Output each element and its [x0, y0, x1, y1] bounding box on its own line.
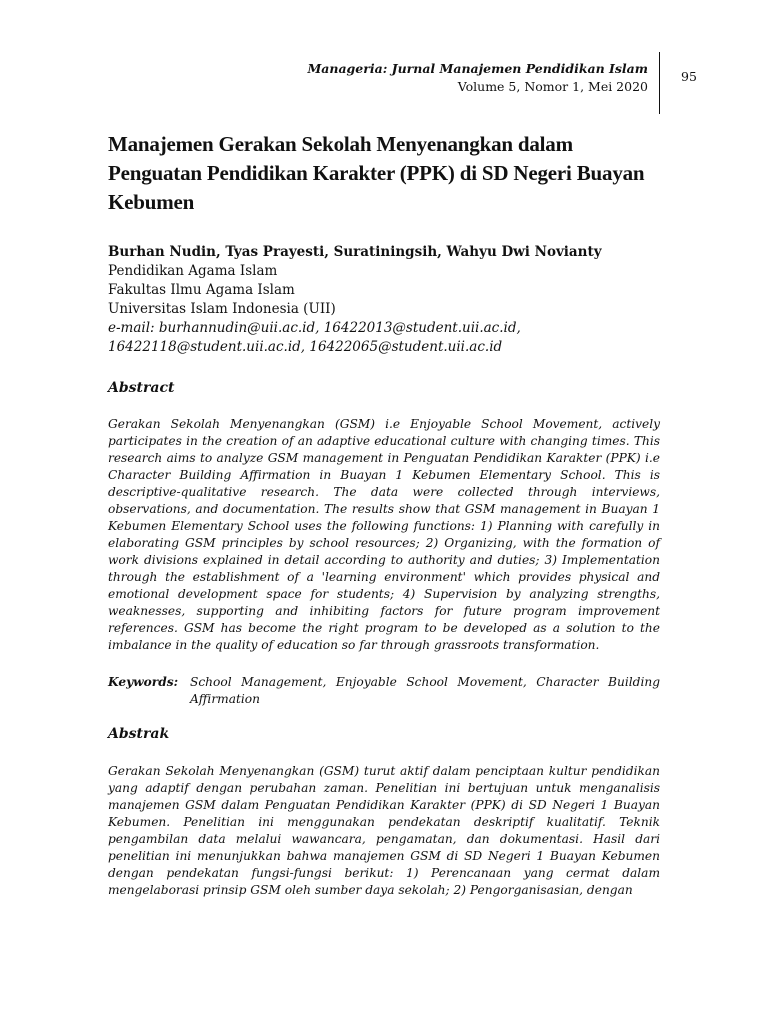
- author-faculty: Fakultas Ilmu Agama Islam: [108, 282, 295, 298]
- paper-title: Manajemen Gerakan Sekolah Menyenangkan dalam Penguatan Pendidikan Karakter (PPK) di SD Negeri Buayan Kebumen: [108, 132, 645, 214]
- author-email-line-2: 16422118@student.uii.ac.id, 16422065@student.uii.ac.id: [108, 339, 503, 355]
- abstract-text: Gerakan Sekolah Menyenangkan (GSM) i.e Enjoyable School Movement, actively participates in the creation of an adaptive educational culture with changing times. This research aims to analyze GSM management in Penguatan Pendidikan Karakter (PPK) i.e Character Building Affirmation in Buayan 1 Kebumen Elementary School. This is descriptive-qualitative research. The data were collected through interviews, observations, and documentation. The results show that GSM management in Buayan 1 Kebumen Elementary School uses the following functions: 1) Planning with carefully in elaborating GSM principles by school resources; 2) Organizing, with the formation of work divisions explained in detail according to authority and duties; 3) Implementation through the establishment of a 'learning environment' which provides physical and emotional development space for students; 4) Supervision by analyzing strengths, weaknesses, supporting and inhibiting factors for future program improvement references. GSM has become the right program to be developed as a solution to the imbalance in the quality of education so far through grassroots transformation.: [108, 417, 660, 652]
- page-number: 95: [681, 69, 697, 84]
- keywords-block: [108, 674, 660, 708]
- header-divider: [659, 52, 660, 114]
- volume-info: Volume 5, Nomor 1, Mei 2020: [457, 79, 648, 94]
- author-names: Burhan Nudin, Tyas Prayesti, Suratiningsih, Wahyu Dwi Novianty: [108, 244, 602, 260]
- author-university: Universitas Islam Indonesia (UII): [108, 301, 336, 317]
- abstract-heading: Abstract: [108, 380, 175, 396]
- journal-name: Manageria: Jurnal Manajemen Pendidikan Islam: [307, 61, 648, 76]
- keywords-label: Keywords:: [108, 675, 179, 689]
- running-header: [307, 60, 648, 96]
- author-block: [108, 243, 668, 357]
- author-email-line-1: e-mail: burhannudin@uii.ac.id, 16422013@student.uii.ac.id,: [108, 320, 521, 336]
- abstrak-text: Gerakan Sekolah Menyenangkan (GSM) turut aktif dalam penciptaan kultur pendidikan yang adaptif dengan perubahan zaman. Penelitian ini bertujuan untuk menganalisis manajemen GSM dalam Penguatan Pendidikan Karakter (PPK) di SD Negeri 1 Buayan Kebumen. Penelitian ini menggunakan pendekatan deskriptif kualitatif. Teknik pengambilan data melalui wawancara, pengamatan, dan dokumentasi. Hasil dari penelitian ini menunjukkan bahwa manajemen GSM di SD Negeri 1 Buayan Kebumen dengan pendekatan fungsi-fungsi berikut: 1) Perencanaan yang cermat dalam mengelaborasi prinsip GSM oleh sumber daya sekolah; 2) Pengorganisasian, dengan: [108, 764, 660, 897]
- keywords-text: School Management, Enjoyable School Movement, Character Building Affirmation: [190, 675, 660, 706]
- abstrak-heading: Abstrak: [108, 726, 170, 742]
- author-department: Pendidikan Agama Islam: [108, 263, 278, 279]
